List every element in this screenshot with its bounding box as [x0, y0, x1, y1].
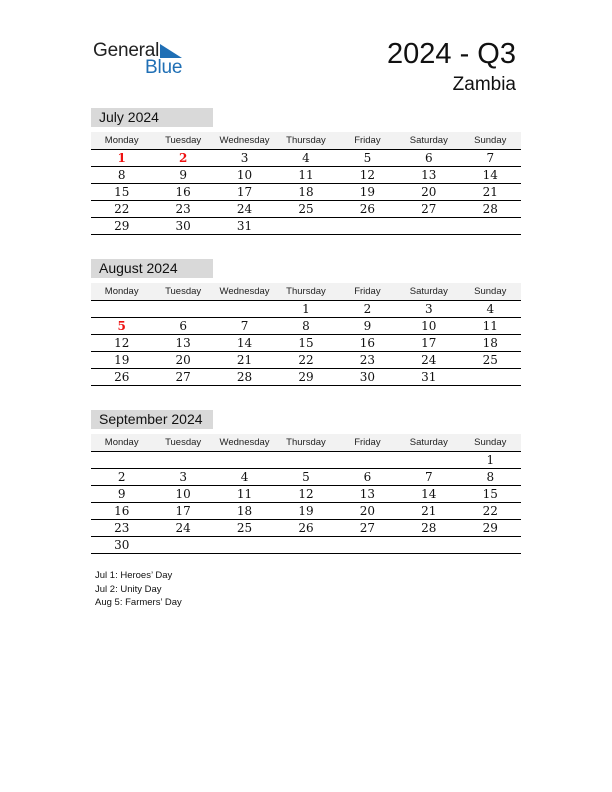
- weekday-header: Sunday: [460, 283, 521, 301]
- weekday-header: Monday: [91, 434, 152, 452]
- month-label: August 2024: [91, 259, 213, 278]
- day-cell: 7: [460, 150, 521, 167]
- day-cell: [214, 301, 275, 318]
- day-cell: 29: [91, 218, 152, 235]
- day-cell: 26: [337, 201, 398, 218]
- week-row: [91, 352, 521, 369]
- day-cell: 25: [214, 520, 275, 537]
- day-cell: 8: [460, 469, 521, 486]
- page-title: 2024 - Q3: [387, 38, 516, 70]
- day-cell: 21: [214, 352, 275, 369]
- weekday-header: Saturday: [398, 283, 459, 301]
- weekday-header: Thursday: [275, 283, 336, 301]
- day-cell: 29: [275, 369, 336, 386]
- day-cell: 25: [275, 201, 336, 218]
- day-cell: 6: [152, 318, 213, 335]
- day-cell: 30: [91, 537, 152, 554]
- day-cell: 18: [214, 503, 275, 520]
- day-cell: 22: [91, 201, 152, 218]
- weekday-header: Tuesday: [152, 434, 213, 452]
- logo-text-general: General: [93, 40, 160, 61]
- day-cell: 27: [398, 201, 459, 218]
- week-row: [91, 201, 521, 218]
- day-cell: 28: [214, 369, 275, 386]
- day-cell: 26: [91, 369, 152, 386]
- day-cell: 3: [214, 150, 275, 167]
- weekday-header: Sunday: [460, 434, 521, 452]
- day-cell: [337, 537, 398, 554]
- day-cell: 1: [275, 301, 336, 318]
- day-cell: 2: [91, 469, 152, 486]
- weekday-header: Monday: [91, 132, 152, 150]
- day-cell: 30: [152, 218, 213, 235]
- day-cell: 4: [214, 469, 275, 486]
- weekday-header: Friday: [337, 434, 398, 452]
- day-cell: 6: [337, 469, 398, 486]
- day-cell: 6: [398, 150, 459, 167]
- week-row: [91, 503, 521, 520]
- month-grid: [91, 434, 521, 554]
- day-cell: 23: [152, 201, 213, 218]
- day-cell: [398, 218, 459, 235]
- day-cell: [460, 218, 521, 235]
- day-cell: 23: [337, 352, 398, 369]
- day-cell: 16: [152, 184, 213, 201]
- day-cell: [152, 452, 213, 469]
- day-cell: [460, 537, 521, 554]
- logo-text-blue: Blue: [145, 57, 183, 78]
- day-cell: 22: [460, 503, 521, 520]
- weekday-header: Thursday: [275, 132, 336, 150]
- day-cell: 26: [275, 520, 336, 537]
- day-cell: 16: [91, 503, 152, 520]
- day-cell: 9: [91, 486, 152, 503]
- holiday-note: Jul 1: Heroes’ Day: [95, 570, 173, 581]
- week-row: [91, 318, 521, 335]
- weekday-header: Friday: [337, 283, 398, 301]
- day-cell: 4: [275, 150, 336, 167]
- day-cell: [91, 452, 152, 469]
- week-row: [91, 469, 521, 486]
- day-cell: 27: [337, 520, 398, 537]
- day-cell: 13: [398, 167, 459, 184]
- day-cell: 21: [460, 184, 521, 201]
- weekday-header: Wednesday: [214, 434, 275, 452]
- day-cell: 8: [275, 318, 336, 335]
- holiday-day-cell: 5: [91, 318, 152, 335]
- day-cell: 10: [398, 318, 459, 335]
- month-block: [91, 410, 521, 554]
- weekday-header: Wednesday: [214, 283, 275, 301]
- day-cell: [275, 452, 336, 469]
- day-cell: [460, 369, 521, 386]
- month-grid: [91, 132, 521, 235]
- day-cell: 19: [91, 352, 152, 369]
- holiday-note: Aug 5: Farmers’ Day: [95, 597, 182, 608]
- day-cell: [398, 537, 459, 554]
- week-row: [91, 184, 521, 201]
- month-label: July 2024: [91, 108, 213, 127]
- day-cell: 24: [152, 520, 213, 537]
- day-cell: [337, 452, 398, 469]
- day-cell: 12: [275, 486, 336, 503]
- weekday-header: Wednesday: [214, 132, 275, 150]
- logo-triangle-icon: [160, 44, 182, 58]
- month-block: [91, 108, 521, 235]
- day-cell: 11: [275, 167, 336, 184]
- day-cell: 5: [337, 150, 398, 167]
- weekday-header: Monday: [91, 283, 152, 301]
- day-cell: [91, 301, 152, 318]
- day-cell: 31: [398, 369, 459, 386]
- logo: [93, 40, 193, 80]
- day-cell: 12: [337, 167, 398, 184]
- day-cell: [398, 452, 459, 469]
- day-cell: 9: [152, 167, 213, 184]
- weekday-header: Tuesday: [152, 283, 213, 301]
- week-row: [91, 452, 521, 469]
- weekday-header: Tuesday: [152, 132, 213, 150]
- week-row: [91, 335, 521, 352]
- day-cell: 17: [214, 184, 275, 201]
- day-cell: 25: [460, 352, 521, 369]
- month-label: September 2024: [91, 410, 213, 429]
- day-cell: 24: [214, 201, 275, 218]
- week-row: [91, 218, 521, 235]
- day-cell: 30: [337, 369, 398, 386]
- day-cell: 21: [398, 503, 459, 520]
- day-cell: 13: [152, 335, 213, 352]
- day-cell: 11: [460, 318, 521, 335]
- month-grid: [91, 283, 521, 386]
- day-cell: 18: [275, 184, 336, 201]
- week-row: [91, 537, 521, 554]
- day-cell: 8: [91, 167, 152, 184]
- day-cell: 15: [460, 486, 521, 503]
- day-cell: 16: [337, 335, 398, 352]
- day-cell: 15: [275, 335, 336, 352]
- holiday-day-cell: 1: [91, 150, 152, 167]
- day-cell: 17: [398, 335, 459, 352]
- day-cell: 17: [152, 503, 213, 520]
- day-cell: 31: [214, 218, 275, 235]
- day-cell: 7: [398, 469, 459, 486]
- day-cell: 28: [398, 520, 459, 537]
- day-cell: 24: [398, 352, 459, 369]
- weekday-header: Thursday: [275, 434, 336, 452]
- day-cell: 20: [152, 352, 213, 369]
- day-cell: [152, 301, 213, 318]
- country-name: Zambia: [452, 74, 516, 95]
- day-cell: 29: [460, 520, 521, 537]
- day-cell: 10: [214, 167, 275, 184]
- day-cell: 23: [91, 520, 152, 537]
- day-cell: 14: [398, 486, 459, 503]
- day-cell: 3: [152, 469, 213, 486]
- day-cell: 9: [337, 318, 398, 335]
- day-cell: 4: [460, 301, 521, 318]
- day-cell: 12: [91, 335, 152, 352]
- week-row: [91, 150, 521, 167]
- day-cell: [214, 452, 275, 469]
- day-cell: 28: [460, 201, 521, 218]
- day-cell: 27: [152, 369, 213, 386]
- day-cell: 2: [337, 301, 398, 318]
- day-cell: 13: [337, 486, 398, 503]
- week-row: [91, 520, 521, 537]
- day-cell: 20: [337, 503, 398, 520]
- day-cell: 14: [460, 167, 521, 184]
- day-cell: 14: [214, 335, 275, 352]
- holiday-list: [95, 569, 182, 610]
- day-cell: 7: [214, 318, 275, 335]
- day-cell: [337, 218, 398, 235]
- week-row: [91, 369, 521, 386]
- week-row: [91, 301, 521, 318]
- day-cell: 15: [91, 184, 152, 201]
- day-cell: 19: [337, 184, 398, 201]
- day-cell: 10: [152, 486, 213, 503]
- day-cell: 22: [275, 352, 336, 369]
- day-cell: 19: [275, 503, 336, 520]
- week-row: [91, 486, 521, 503]
- weekday-header: Saturday: [398, 132, 459, 150]
- day-cell: 18: [460, 335, 521, 352]
- day-cell: [152, 537, 213, 554]
- day-cell: 20: [398, 184, 459, 201]
- holiday-day-cell: 2: [152, 150, 213, 167]
- day-cell: [275, 537, 336, 554]
- day-cell: [275, 218, 336, 235]
- day-cell: 5: [275, 469, 336, 486]
- day-cell: [214, 537, 275, 554]
- week-row: [91, 167, 521, 184]
- weekday-header: Saturday: [398, 434, 459, 452]
- day-cell: 11: [214, 486, 275, 503]
- weekday-header: Sunday: [460, 132, 521, 150]
- holiday-note: Jul 2: Unity Day: [95, 583, 162, 595]
- day-cell: 3: [398, 301, 459, 318]
- month-block: [91, 259, 521, 386]
- day-cell: 1: [460, 452, 521, 469]
- weekday-header: Friday: [337, 132, 398, 150]
